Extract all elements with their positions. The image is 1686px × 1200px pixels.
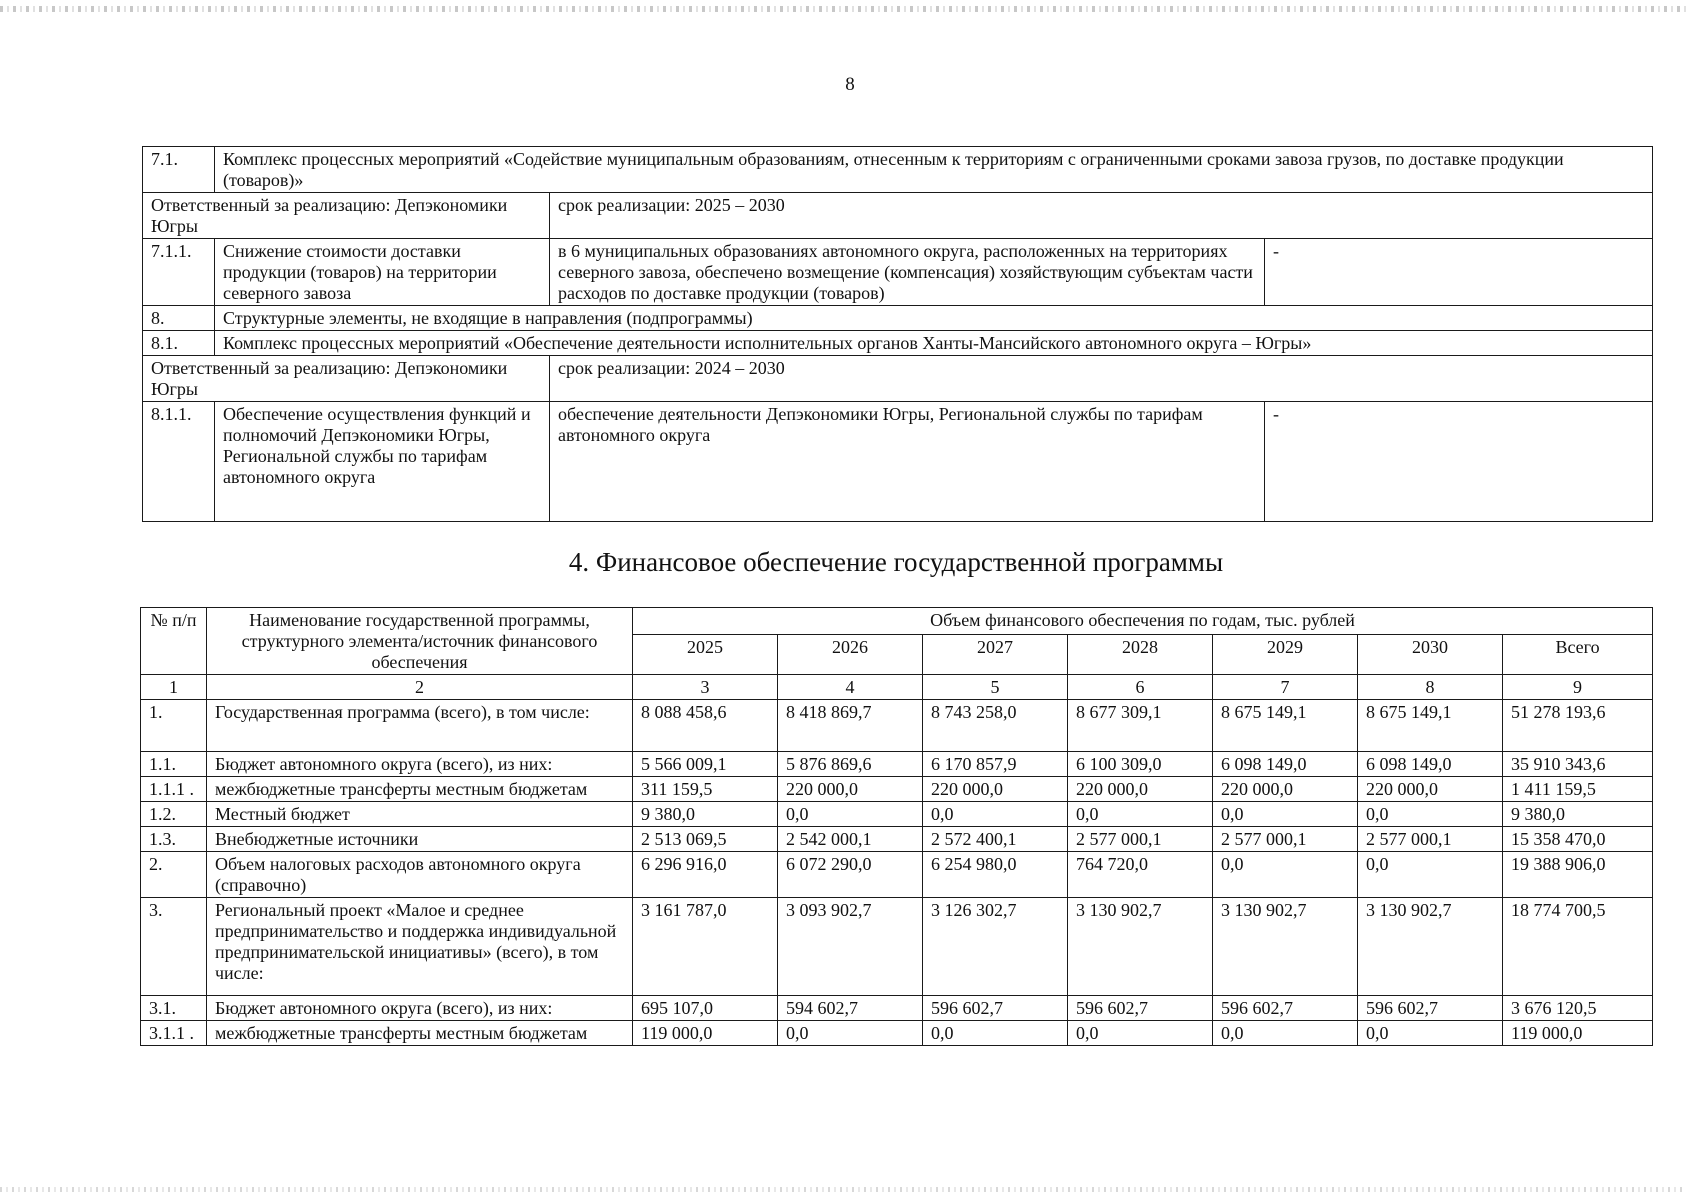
row-number: 7.1. [143, 147, 215, 193]
value-total: 119 000,0 [1503, 1021, 1653, 1046]
value-2030: 596 602,7 [1358, 996, 1503, 1021]
column-numbers-row [141, 675, 1653, 700]
value-2029: 0,0 [1213, 802, 1358, 827]
value-total: 51 278 193,6 [1503, 700, 1653, 752]
table-row [141, 1021, 1653, 1046]
value-total: 15 358 470,0 [1503, 827, 1653, 852]
row-number: 3.1.1 . [141, 1021, 207, 1046]
table-row [143, 356, 1653, 402]
value-2026: 2 542 000,1 [778, 827, 923, 852]
value-2025: 2 513 069,5 [633, 827, 778, 852]
row-number: 8. [143, 306, 215, 331]
row-number: 1.2. [141, 802, 207, 827]
value-total: 9 380,0 [1503, 802, 1653, 827]
table-row [141, 752, 1653, 777]
scan-edge-bottom [0, 1187, 1686, 1192]
column-number: 5 [923, 675, 1068, 700]
column-number: 3 [633, 675, 778, 700]
value-2029: 6 098 149,0 [1213, 752, 1358, 777]
value-2030: 6 098 149,0 [1358, 752, 1503, 777]
value-2029: 0,0 [1213, 1021, 1358, 1046]
table-row [143, 402, 1653, 522]
value-2028: 6 100 309,0 [1068, 752, 1213, 777]
page-number: 8 [845, 74, 855, 95]
header-year: 2027 [923, 635, 1068, 675]
value-2030: 0,0 [1358, 802, 1503, 827]
value-2027: 6 254 980,0 [923, 852, 1068, 898]
header-year: 2029 [1213, 635, 1358, 675]
value-2025: 119 000,0 [633, 1021, 778, 1046]
value-2028: 2 577 000,1 [1068, 827, 1213, 852]
value-2025: 9 380,0 [633, 802, 778, 827]
table-row [141, 777, 1653, 802]
row-name: Объем налоговых расходов автономного округа (справочно) [207, 852, 633, 898]
row-name: межбюджетные трансферты местным бюджетам [207, 777, 633, 802]
table-row [141, 898, 1653, 996]
table-row [141, 827, 1653, 852]
header-year: 2026 [778, 635, 923, 675]
row-number: 1.1. [141, 752, 207, 777]
column-number: 7 [1213, 675, 1358, 700]
value-2028: 596 602,7 [1068, 996, 1213, 1021]
value-total: 35 910 343,6 [1503, 752, 1653, 777]
table-row [141, 700, 1653, 752]
value-2030: 3 130 902,7 [1358, 898, 1503, 996]
value-2028: 8 677 309,1 [1068, 700, 1213, 752]
value-2029: 0,0 [1213, 852, 1358, 898]
table-row [143, 147, 1653, 193]
header-year: 2028 [1068, 635, 1213, 675]
term-cell: срок реализации: 2024 – 2030 [550, 356, 1653, 402]
value-2029: 596 602,7 [1213, 996, 1358, 1021]
value-2026: 3 093 902,7 [778, 898, 923, 996]
table-row [141, 996, 1653, 1021]
table-row [143, 193, 1653, 239]
value-total: 3 676 120,5 [1503, 996, 1653, 1021]
responsible-cell: Ответственный за реализацию: Депэкономики Югры [143, 356, 550, 402]
value-2028: 3 130 902,7 [1068, 898, 1213, 996]
value-2027: 220 000,0 [923, 777, 1068, 802]
section-heading: 4. Финансовое обеспечение государственной программы [568, 547, 1224, 577]
value-2028: 764 720,0 [1068, 852, 1213, 898]
header-num: № п/п [141, 608, 207, 675]
column-number: 9 [1503, 675, 1653, 700]
value-2026: 220 000,0 [778, 777, 923, 802]
task-cell: Обеспечение осуществления функций и полномочий Депэкономики Югры, Региональной службы по тарифам автономного округа [215, 402, 550, 522]
value-2026: 6 072 290,0 [778, 852, 923, 898]
row-name: Бюджет автономного округа (всего), из них: [207, 752, 633, 777]
value-2025: 8 088 458,6 [633, 700, 778, 752]
value-2030: 8 675 149,1 [1358, 700, 1503, 752]
row-number: 7.1.1. [143, 239, 215, 306]
row-name: Государственная программа (всего), в том числе: [207, 700, 633, 752]
value-2025: 311 159,5 [633, 777, 778, 802]
column-number: 1 [141, 675, 207, 700]
table-row [141, 852, 1653, 898]
term-cell: срок реализации: 2025 – 2030 [550, 193, 1653, 239]
structural-elements-table [142, 146, 1653, 522]
row-name: межбюджетные трансферты местным бюджетам [207, 1021, 633, 1046]
value-2028: 220 000,0 [1068, 777, 1213, 802]
value-2026: 594 602,7 [778, 996, 923, 1021]
link-cell: - [1265, 402, 1653, 522]
header-row [141, 608, 1653, 635]
value-total: 18 774 700,5 [1503, 898, 1653, 996]
value-2027: 0,0 [923, 802, 1068, 827]
row-number: 1.3. [141, 827, 207, 852]
result-cell: обеспечение деятельности Депэкономики Югры, Региональной службы по тарифам автономного округа [550, 402, 1265, 522]
value-2026: 8 418 869,7 [778, 700, 923, 752]
complex-title: Комплекс процессных мероприятий «Обеспечение деятельности исполнительных органов Ханты-Мансийского автономного округа – Югры» [215, 331, 1653, 356]
table-row [143, 239, 1653, 306]
scan-edge-top [0, 6, 1686, 12]
table-row [143, 331, 1653, 356]
header-year: 2025 [633, 635, 778, 675]
value-2025: 3 161 787,0 [633, 898, 778, 996]
row-number: 8.1.1. [143, 402, 215, 522]
value-2025: 5 566 009,1 [633, 752, 778, 777]
row-name: Внебюджетные источники [207, 827, 633, 852]
value-2028: 0,0 [1068, 802, 1213, 827]
link-cell: - [1265, 239, 1653, 306]
header-total: Всего [1503, 635, 1653, 675]
column-number: 6 [1068, 675, 1213, 700]
value-2027: 596 602,7 [923, 996, 1068, 1021]
header-name: Наименование государственной программы, структурного элемента/источник финансового обеспечения [207, 608, 633, 675]
row-number: 8.1. [143, 331, 215, 356]
row-number: 1.1.1 . [141, 777, 207, 802]
row-number: 1. [141, 700, 207, 752]
result-cell: в 6 муниципальных образованиях автономного округа, расположенных на территориях северного завоза, обеспечено возмещение (компенсация) хозяйствующим субъектам части расходов по доставке продукции (товаров) [550, 239, 1265, 306]
value-2026: 0,0 [778, 1021, 923, 1046]
value-2029: 2 577 000,1 [1213, 827, 1358, 852]
value-total: 19 388 906,0 [1503, 852, 1653, 898]
header-year: 2030 [1358, 635, 1503, 675]
task-cell: Снижение стоимости доставки продукции (товаров) на территории северного завоза [215, 239, 550, 306]
section-title: Структурные элементы, не входящие в направления (подпрограммы) [215, 306, 1653, 331]
value-2028: 0,0 [1068, 1021, 1213, 1046]
value-2027: 0,0 [923, 1021, 1068, 1046]
column-number: 4 [778, 675, 923, 700]
value-2026: 5 876 869,6 [778, 752, 923, 777]
value-2030: 0,0 [1358, 852, 1503, 898]
row-number: 2. [141, 852, 207, 898]
value-2027: 8 743 258,0 [923, 700, 1068, 752]
value-2025: 6 296 916,0 [633, 852, 778, 898]
column-number: 8 [1358, 675, 1503, 700]
finance-table [140, 607, 1653, 1046]
table-row [141, 802, 1653, 827]
column-number: 2 [207, 675, 633, 700]
value-2030: 2 577 000,1 [1358, 827, 1503, 852]
row-number: 3.1. [141, 996, 207, 1021]
value-2027: 3 126 302,7 [923, 898, 1068, 996]
value-2026: 0,0 [778, 802, 923, 827]
value-2030: 0,0 [1358, 1021, 1503, 1046]
value-2027: 2 572 400,1 [923, 827, 1068, 852]
table-row [143, 306, 1653, 331]
value-2029: 220 000,0 [1213, 777, 1358, 802]
complex-title: Комплекс процессных мероприятий «Содействие муниципальным образованиям, отнесенным к территориям с ограниченными сроками завоза грузов, по доставке продукции (товаров)» [215, 147, 1653, 193]
value-2029: 3 130 902,7 [1213, 898, 1358, 996]
header-volume: Объем финансового обеспечения по годам, тыс. рублей [633, 608, 1653, 635]
row-name: Бюджет автономного округа (всего), из них: [207, 996, 633, 1021]
value-2025: 695 107,0 [633, 996, 778, 1021]
row-name: Региональный проект «Малое и среднее предпринимательство и поддержка индивидуальной предпринимательской инициативы» (всего), в том числе: [207, 898, 633, 996]
value-2029: 8 675 149,1 [1213, 700, 1358, 752]
value-total: 1 411 159,5 [1503, 777, 1653, 802]
responsible-cell: Ответственный за реализацию: Депэкономики Югры [143, 193, 550, 239]
value-2030: 220 000,0 [1358, 777, 1503, 802]
value-2027: 6 170 857,9 [923, 752, 1068, 777]
row-number: 3. [141, 898, 207, 996]
row-name: Местный бюджет [207, 802, 633, 827]
